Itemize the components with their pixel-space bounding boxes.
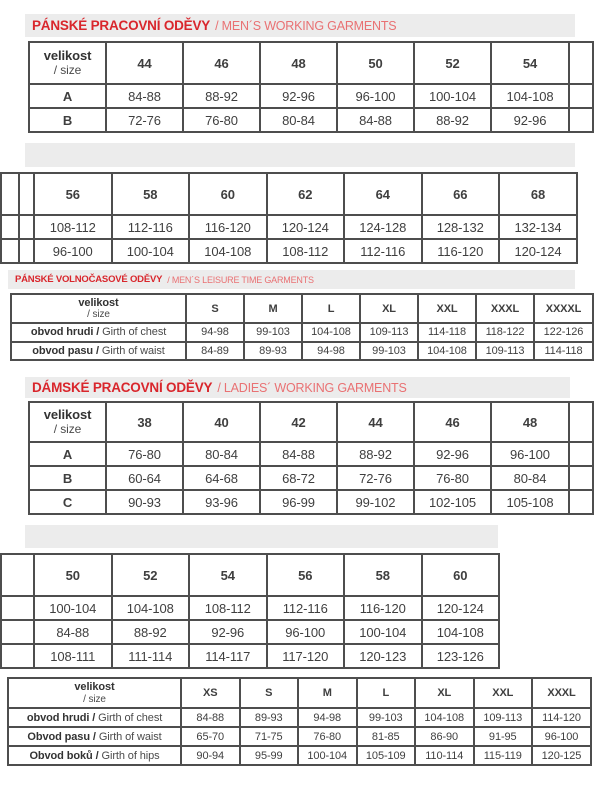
cropped-stub-cell (19, 239, 34, 263)
value-cell: 104-108 (302, 323, 360, 342)
value-cell: 109-113 (360, 323, 418, 342)
value-cell: 84-88 (106, 84, 183, 108)
size-col-header: 52 (112, 554, 190, 596)
size-col-header: 52 (414, 42, 491, 84)
value-cell: 84-88 (337, 108, 414, 132)
value-cell: 80-84 (260, 108, 337, 132)
value-cell: 116-120 (422, 239, 500, 263)
value-cell: 99-103 (244, 323, 302, 342)
value-cell: 100-104 (34, 596, 112, 620)
value-cell: 89-93 (240, 708, 299, 727)
row-header: Obvod boků / Girth of hips (8, 746, 181, 765)
value-cell: 99-103 (360, 342, 418, 361)
row-header: obvod hrudi / Girth of chest (11, 323, 186, 342)
cropped-stub-cell (569, 84, 593, 108)
value-cell: 120-124 (267, 215, 345, 239)
value-cell: 110-114 (415, 746, 474, 765)
value-cell: 109-113 (476, 342, 534, 361)
table-row (1, 215, 577, 239)
table-row (29, 466, 593, 490)
row-header: A (29, 84, 106, 108)
value-cell: 84-88 (34, 620, 112, 644)
value-cell: 91-95 (474, 727, 533, 746)
value-cell: 123-126 (422, 644, 500, 668)
mens-leisure-sizes-table (10, 293, 594, 361)
value-cell: 94-98 (302, 342, 360, 361)
size-col-header: 58 (344, 554, 422, 596)
size-col-header: 40 (183, 402, 260, 442)
value-cell: 88-92 (183, 84, 260, 108)
value-cell: 100-104 (414, 84, 491, 108)
value-cell: 100-104 (298, 746, 357, 765)
size-col-header: 44 (106, 42, 183, 84)
table-row (8, 727, 591, 746)
size-col-header: XXL (418, 294, 476, 323)
value-cell: 96-99 (260, 490, 337, 514)
table-header-row (29, 42, 593, 84)
value-cell: 114-118 (534, 342, 593, 361)
size-col-header: 60 (422, 554, 500, 596)
value-cell: 76-80 (414, 466, 491, 490)
value-cell: 116-120 (344, 596, 422, 620)
table-row (29, 490, 593, 514)
value-cell: 72-76 (106, 108, 183, 132)
value-cell: 108-112 (189, 596, 267, 620)
size-col-header: XS (181, 678, 240, 708)
value-cell: 81-85 (357, 727, 416, 746)
value-cell: 93-96 (183, 490, 260, 514)
value-cell: 104-108 (112, 596, 190, 620)
cropped-stub-cell (1, 239, 19, 263)
size-col-header: 58 (112, 173, 190, 215)
size-col-header: XXXL (476, 294, 534, 323)
value-cell: 99-103 (357, 708, 416, 727)
value-cell: 96-100 (34, 239, 112, 263)
mens-working-sizes-table-1 (28, 41, 594, 133)
value-cell: 94-98 (186, 323, 244, 342)
size-col-header: 42 (260, 402, 337, 442)
value-cell: 96-100 (337, 84, 414, 108)
value-cell: 128-132 (422, 215, 500, 239)
value-cell: 88-92 (112, 620, 190, 644)
row-header: C (29, 490, 106, 514)
value-cell: 89-93 (244, 342, 302, 361)
value-cell: 60-64 (106, 466, 183, 490)
value-cell: 120-123 (344, 644, 422, 668)
size-col-header: 56 (34, 173, 112, 215)
value-cell: 64-68 (183, 466, 260, 490)
cropped-stub-cell (19, 215, 34, 239)
value-cell: 114-117 (189, 644, 267, 668)
size-col-header: XXXL (532, 678, 591, 708)
size-col-header: S (240, 678, 299, 708)
size-col-header: M (298, 678, 357, 708)
value-cell: 84-88 (181, 708, 240, 727)
value-cell: 105-109 (357, 746, 416, 765)
value-cell: 100-104 (344, 620, 422, 644)
value-cell: 120-124 (422, 596, 500, 620)
size-col-header: 54 (491, 42, 569, 84)
cropped-stub-cell (1, 173, 19, 215)
cropped-stub-cell (1, 554, 34, 596)
size-col-header: 46 (183, 42, 260, 84)
table-row (29, 84, 593, 108)
size-col-header: 46 (414, 402, 491, 442)
row-header: A (29, 442, 106, 466)
value-cell: 124-128 (344, 215, 422, 239)
cropped-stub-cell (1, 596, 34, 620)
cropped-stub-cell (1, 215, 19, 239)
value-cell: 96-100 (532, 727, 591, 746)
heading-czech: PÁNSKÉ VOLNOČASOVÉ ODĚVY (15, 274, 163, 285)
value-cell: 86-90 (415, 727, 474, 746)
cropped-stub-cell (569, 442, 593, 466)
value-cell: 104-108 (415, 708, 474, 727)
size-col-header: 48 (491, 402, 569, 442)
ladies-working-sizes-table-1 (28, 401, 594, 515)
ladies-measurements-table (7, 677, 592, 766)
size-col-header: XXL (474, 678, 533, 708)
value-cell: 112-116 (112, 215, 190, 239)
value-cell: 112-116 (267, 596, 345, 620)
value-cell: 84-89 (186, 342, 244, 361)
table-header-row (29, 402, 593, 442)
table-row (11, 342, 593, 361)
value-cell: 76-80 (298, 727, 357, 746)
cropped-stub-cell (569, 42, 593, 84)
value-cell: 114-118 (418, 323, 476, 342)
size-col-header: 68 (499, 173, 577, 215)
value-cell: 94-98 (298, 708, 357, 727)
value-cell: 88-92 (414, 108, 491, 132)
value-cell: 122-126 (534, 323, 593, 342)
row-header: obvod pasu / Girth of waist (11, 342, 186, 361)
table-row (11, 323, 593, 342)
value-cell: 116-120 (189, 215, 267, 239)
heading-czech: PÁNSKÉ PRACOVNÍ ODĚVY (32, 18, 211, 33)
table-header-row (8, 678, 591, 708)
table-row (8, 708, 591, 727)
section-header-ladies-working (25, 377, 570, 398)
value-cell: 96-100 (491, 442, 569, 466)
size-col-header: 66 (422, 173, 500, 215)
value-cell: 92-96 (260, 84, 337, 108)
heading-czech: DÁMSKÉ PRACOVNÍ ODĚVY (32, 380, 213, 395)
corner-cell: velikost / size (29, 42, 106, 84)
value-cell: 114-120 (532, 708, 591, 727)
value-cell: 72-76 (337, 466, 414, 490)
corner-cell: velikost / size (8, 678, 181, 708)
value-cell: 104-108 (189, 239, 267, 263)
value-cell: 115-119 (474, 746, 533, 765)
value-cell: 105-108 (491, 490, 569, 514)
size-col-header: 62 (267, 173, 345, 215)
value-cell: 80-84 (183, 442, 260, 466)
row-header: B (29, 108, 106, 132)
value-cell: 95-99 (240, 746, 299, 765)
table-header-row (11, 294, 593, 323)
size-col-header: M (244, 294, 302, 323)
value-cell: 92-96 (189, 620, 267, 644)
value-cell: 108-112 (267, 239, 345, 263)
row-header: B (29, 466, 106, 490)
table-row (29, 442, 593, 466)
cropped-stub-cell (1, 644, 34, 668)
ladies-working-sizes-table-2 (0, 553, 500, 669)
cropped-stub-cell (569, 490, 593, 514)
corner-cell: velikost / size (29, 402, 106, 442)
value-cell: 99-102 (337, 490, 414, 514)
value-cell: 102-105 (414, 490, 491, 514)
size-col-header: 50 (34, 554, 112, 596)
value-cell: 111-114 (112, 644, 190, 668)
row-header: obvod hrudi / Girth of chest (8, 708, 181, 727)
value-cell: 118-122 (476, 323, 534, 342)
cropped-stub-cell (1, 620, 34, 644)
table-row (1, 239, 577, 263)
value-cell: 100-104 (112, 239, 190, 263)
table-row (1, 596, 499, 620)
value-cell: 76-80 (183, 108, 260, 132)
value-cell: 104-108 (491, 84, 569, 108)
section-divider-band (25, 525, 498, 548)
cropped-stub-cell (569, 402, 593, 442)
heading-english: / MEN´S LEISURE TIME GARMENTS (167, 274, 314, 285)
value-cell: 117-120 (267, 644, 345, 668)
value-cell: 84-88 (260, 442, 337, 466)
value-cell: 88-92 (337, 442, 414, 466)
cropped-stub-cell (569, 466, 593, 490)
value-cell: 80-84 (491, 466, 569, 490)
value-cell: 90-94 (181, 746, 240, 765)
table-row (8, 746, 591, 765)
size-col-header: 60 (189, 173, 267, 215)
size-col-header: 54 (189, 554, 267, 596)
table-header-row (1, 554, 499, 596)
value-cell: 108-111 (34, 644, 112, 668)
value-cell: 108-112 (34, 215, 112, 239)
value-cell: 96-100 (267, 620, 345, 644)
size-col-header: 64 (344, 173, 422, 215)
size-col-header: XL (415, 678, 474, 708)
table-header-row (1, 173, 577, 215)
value-cell: 109-113 (474, 708, 533, 727)
cropped-stub-cell (19, 173, 34, 215)
value-cell: 132-134 (499, 215, 577, 239)
value-cell: 92-96 (491, 108, 569, 132)
value-cell: 104-108 (422, 620, 500, 644)
section-header-mens-working (25, 14, 575, 37)
size-col-header: 38 (106, 402, 183, 442)
table-row (1, 620, 499, 644)
value-cell: 90-93 (106, 490, 183, 514)
size-col-header: 44 (337, 402, 414, 442)
mens-working-sizes-table-2 (0, 172, 578, 264)
value-cell: 71-75 (240, 727, 299, 746)
value-cell: 112-116 (344, 239, 422, 263)
section-divider-band (25, 143, 575, 167)
value-cell: 68-72 (260, 466, 337, 490)
size-col-header: S (186, 294, 244, 323)
row-header: Obvod pasu / Girth of waist (8, 727, 181, 746)
size-col-header: 50 (337, 42, 414, 84)
cropped-stub-cell (569, 108, 593, 132)
value-cell: 76-80 (106, 442, 183, 466)
table-row (29, 108, 593, 132)
value-cell: 120-125 (532, 746, 591, 765)
size-col-header: L (357, 678, 416, 708)
table-row (1, 644, 499, 668)
corner-cell: velikost / size (11, 294, 186, 323)
value-cell: 92-96 (414, 442, 491, 466)
size-col-header: XL (360, 294, 418, 323)
size-col-header: L (302, 294, 360, 323)
heading-english: / LADIES´ WORKING GARMENTS (217, 380, 407, 395)
heading-english: / MEN´S WORKING GARMENTS (215, 18, 397, 33)
value-cell: 65-70 (181, 727, 240, 746)
size-col-header: 48 (260, 42, 337, 84)
value-cell: 104-108 (418, 342, 476, 361)
value-cell: 120-124 (499, 239, 577, 263)
size-col-header: XXXXL (534, 294, 593, 323)
size-col-header: 56 (267, 554, 345, 596)
section-header-mens-leisure (8, 270, 575, 289)
